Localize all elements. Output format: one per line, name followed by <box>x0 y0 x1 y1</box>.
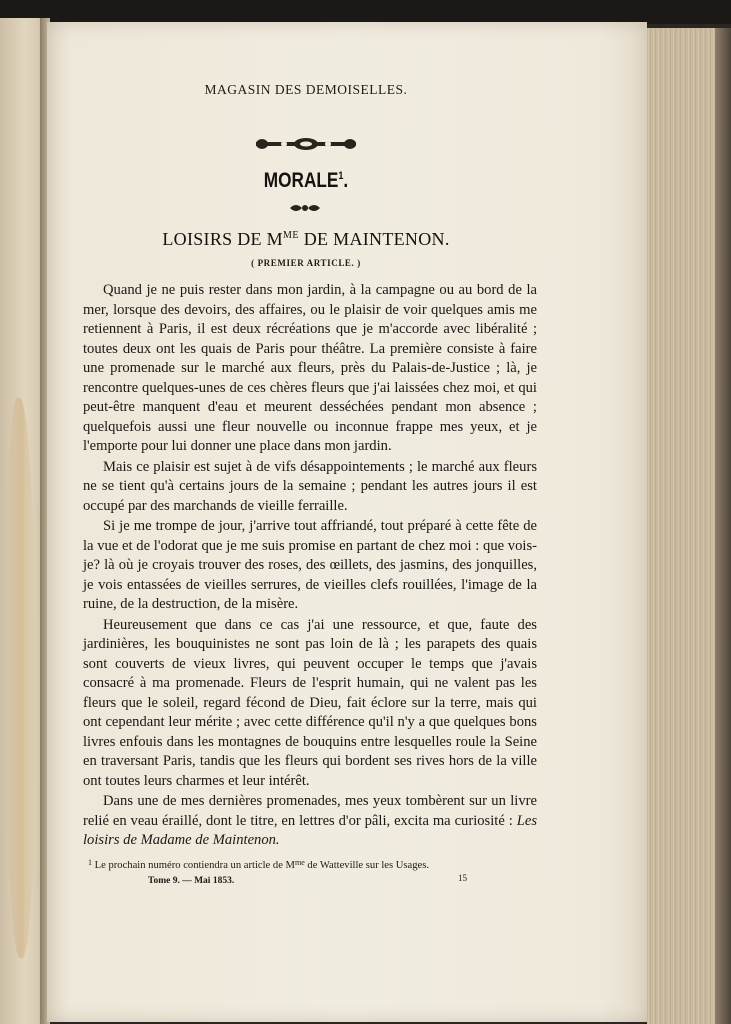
book-top-shadow <box>0 0 731 24</box>
book-page-edges <box>647 28 731 1024</box>
footnote: $^1$ Le prochain numéro contiendra un article de $M^{me}$ de Watteville sur les Usages. <box>88 858 430 871</box>
paragraph: Si je me trompe de jour, j'arrive tout affriandé, tout préparé à cette fête de la vue et de l'odorat que je me suis promise en partant de chez moi : que vois-je? là où je croyais trouver des roses, des œillets, des jasmins, des jonquilles, je vois entassées de vieilles serrures, de vieilles clefs rouillées, l'image de la ruine, de la destruction, de la misère. <box>83 518 537 612</box>
paragraph: Heureusement que dans ce cas j'ai une ressource, et que, faute des jardinières, les bouquinistes ne sont pas loin de là ; les parapets des quais sont couverts de vieux livres, qui peuvent occuper le temps que j'avais consacré à ma promenade. Fleurs de l'esprit humain, qui ne valent pas les fleurs que le soleil, regard fécond de Dieu, fait éclore sur la terre, mais qui ont cependant leur mérite ; avec cette différence qu'il n'y a que quelques bons livres enfouis dans les montagnes de bouquins entre lesquelles roule la Seine en traversant Paris, tandis que les fleurs qui bordent ses rives hors de la ville ont toutes leurs charmes et leur intérêt. <box>83 616 537 789</box>
paragraph: Mais ce plaisir est sujet à de vifs désappointements ; le marché aux fleurs ne se tient qu'à certains jours de la semaine ; pendant les autres jours il est occupé par des marchands de vieille ferraille. <box>83 458 537 514</box>
article-subtitle: ( PREMIER ARTICLE. ) <box>251 258 361 268</box>
tome-line: Tome 9. — Mai 1853. <box>148 876 235 886</box>
body-text <box>83 281 537 852</box>
signature-number: 15 <box>458 873 467 883</box>
ornament-divider-icon <box>256 137 356 151</box>
paragraph-last-text: Dans une de mes dernières promenades, mes yeux tombèrent sur un livre relié en veau éraillé, dont le titre, en lettres d'or pâli, excita ma curiosité : <box>83 793 537 829</box>
article-title: LOISIRS DE $M^{ME}$ DE MAINTENON. <box>162 229 450 249</box>
book-title-italic: Les loisirs de Madame de Maintenon. <box>83 812 537 848</box>
paragraph: Quand je ne puis rester dans mon jardin, à la campagne ou au bord de la mer, lorsque des devoirs, des affaires, ou le plaisir de voir quelques amis me retiennent à Paris, il est deux récréations que je m'accorde avec libéralité ; toutes deux ont les quais de Paris pour théâtre. La première consiste à faire une promenade sur le marché aux fleurs, près du Palais-de-Justice ; là, je rencontre quelques-unes de ces chères fleurs que j'ai laissées chez moi, et qui peut-être manquent d'eau et meurent desséchées pendant mon absence ; quelquefois aussi une fleur nouvelle ou inconnue frappe mes yeux, et je l'emporte pour lui donner une place dans mon jardin. <box>83 282 537 454</box>
running-head: MAGASIN DES DEMOISELLES. <box>204 82 408 97</box>
paragraph-last <box>83 792 537 851</box>
small-ornament-icon <box>288 201 322 215</box>
book-spine <box>715 28 731 1024</box>
section-title: MORALE$^1$. <box>263 169 349 192</box>
page-stain <box>6 398 36 958</box>
